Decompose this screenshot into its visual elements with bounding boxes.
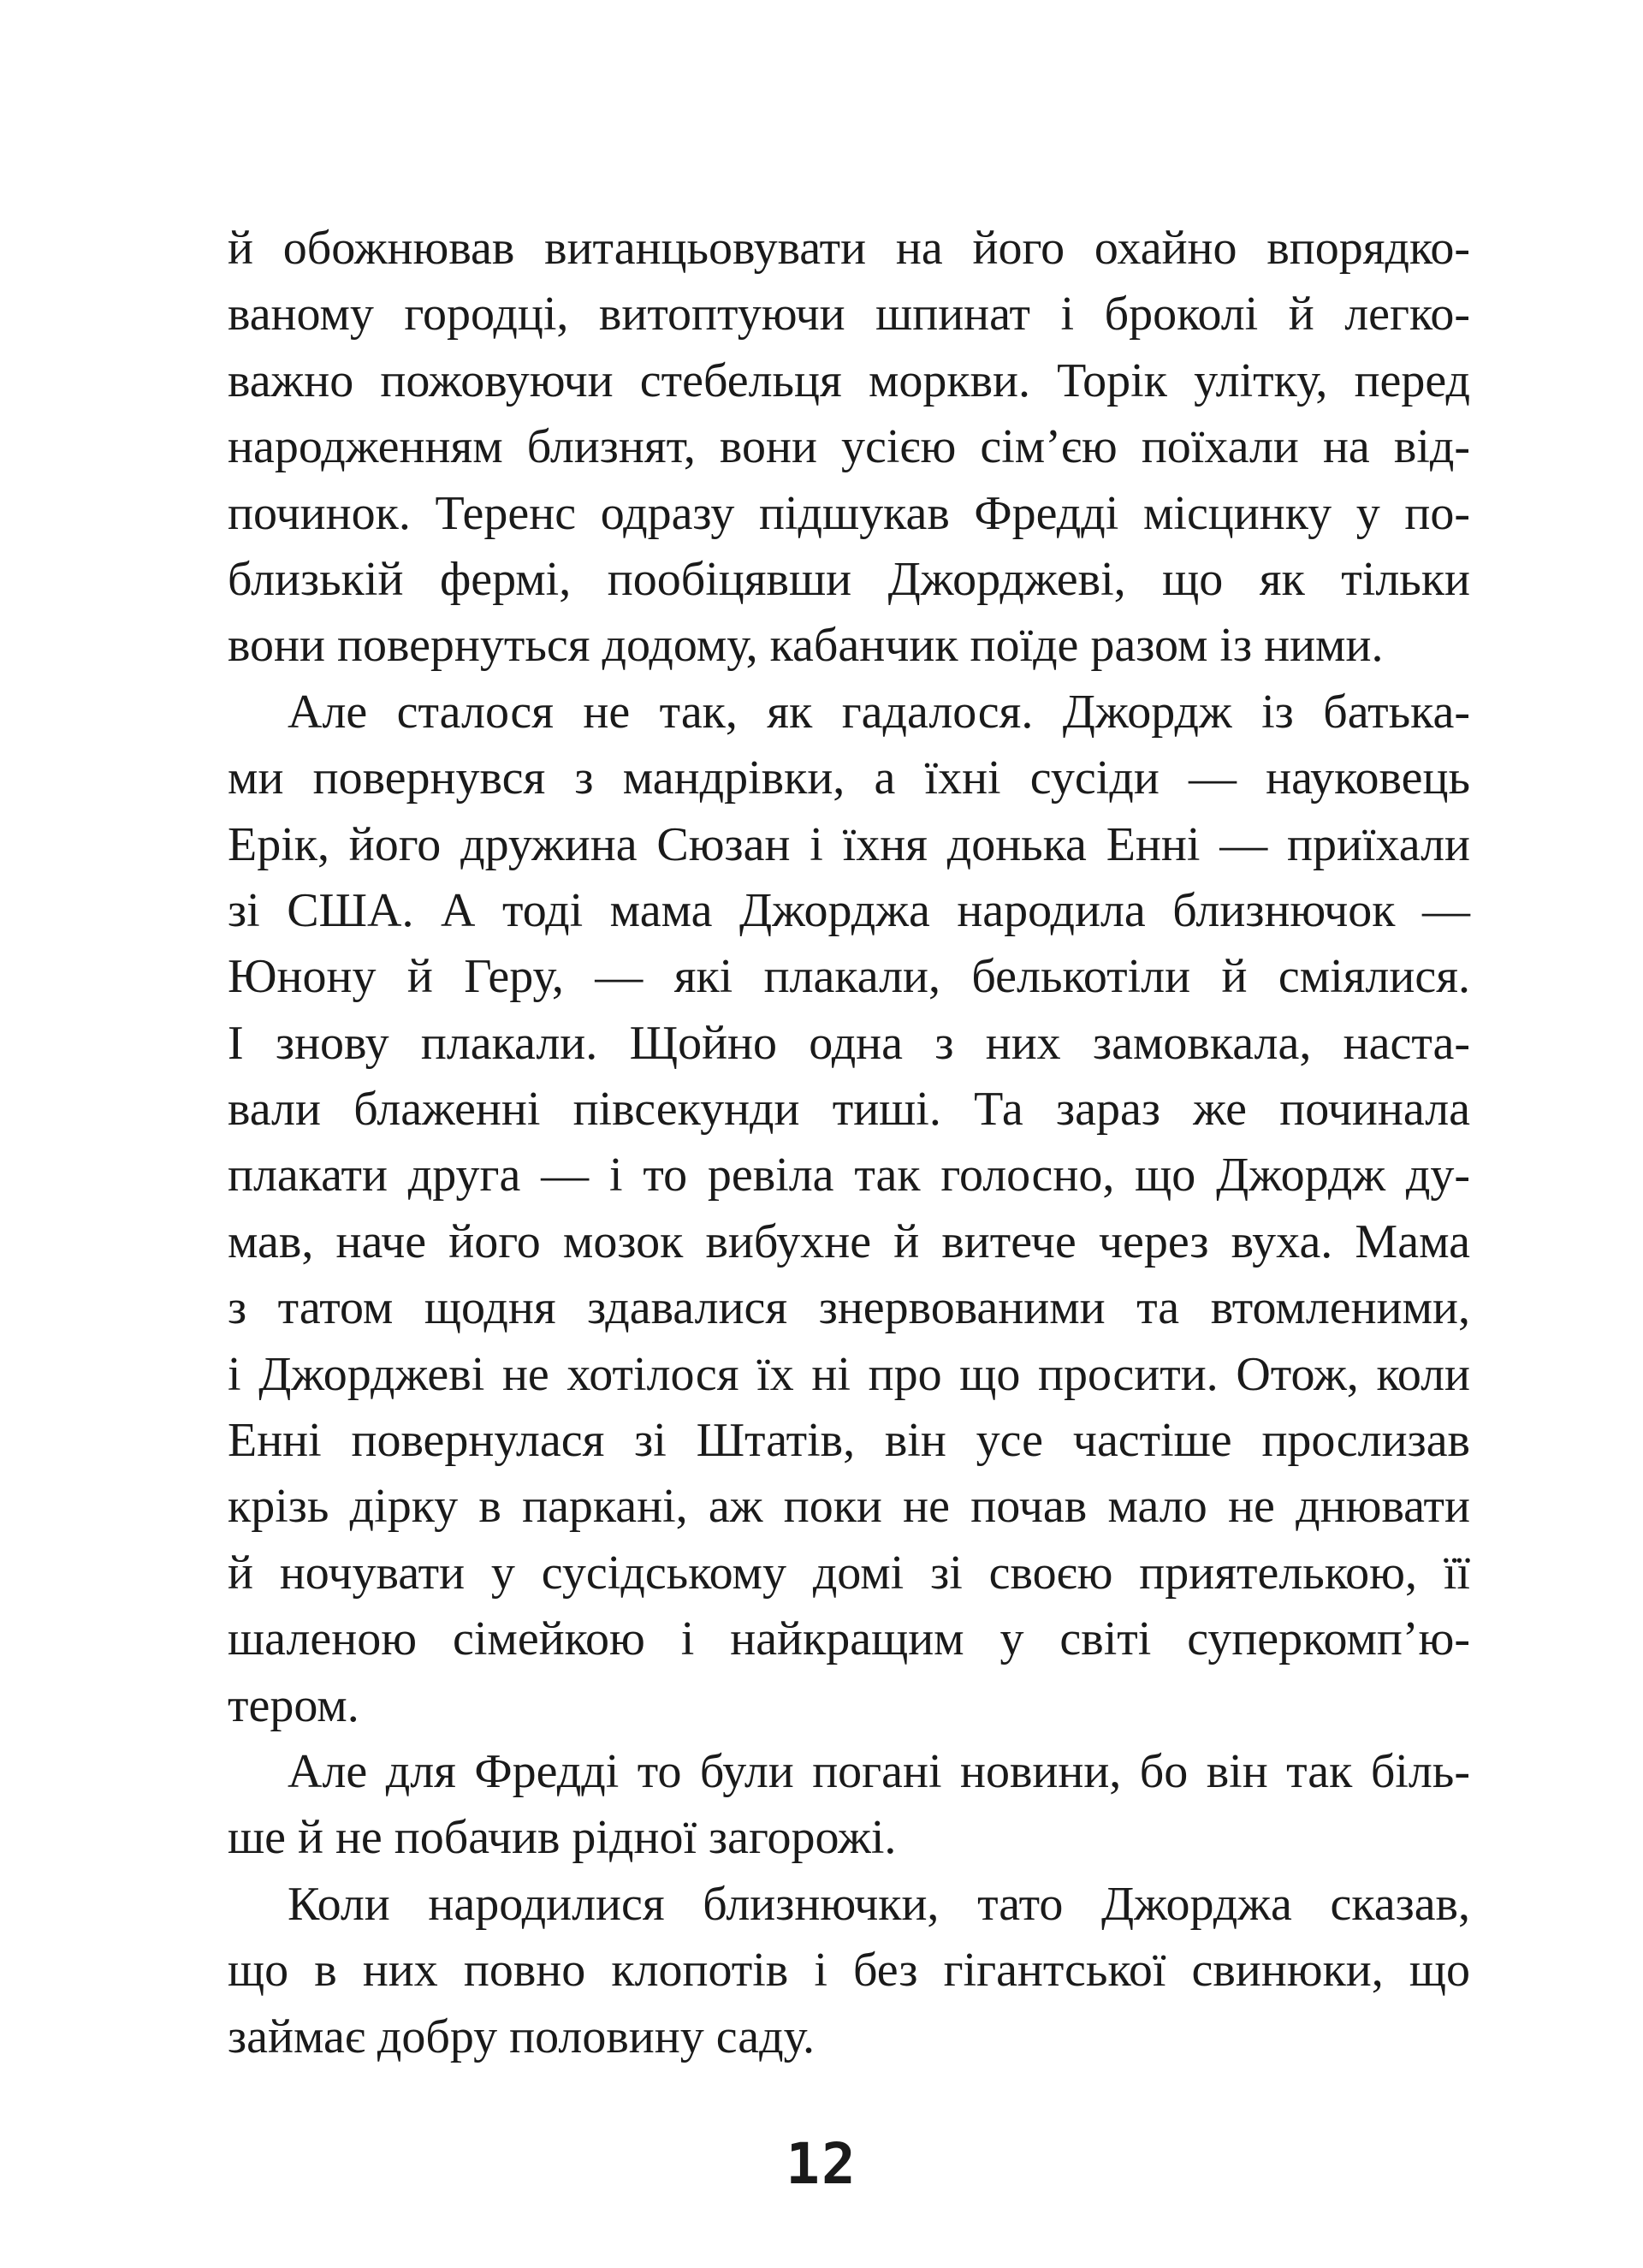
paragraph bbox=[228, 1739, 1470, 1872]
text-line: тером. bbox=[228, 1678, 359, 1732]
paragraph bbox=[228, 216, 1470, 680]
text-line: Енні повернулася зі Штатів, він усе частіше прослизав bbox=[228, 1414, 1470, 1468]
text-line: й обожнював витанцьовувати на його охайно впорядко- bbox=[228, 222, 1470, 275]
text-line: з татом щодня здавалися знервованими та втомленими, bbox=[228, 1281, 1470, 1335]
text-line: шаленою сімейкою і найкращим у світі суперкомп’ю- bbox=[228, 1612, 1470, 1666]
text-line: що в них повно клопотів і без гігантської свинюки, що bbox=[228, 1944, 1470, 1998]
text-line: Ерік, його дружина Сюзан і їхня донька Енні — приїхали bbox=[228, 817, 1470, 871]
text-line: близькій фермі, пообіцявши Джорджеві, що як тільки bbox=[228, 552, 1470, 606]
text-line: ваному городці, витоптуючи шпинат і броколі й легко- bbox=[228, 288, 1470, 341]
text-line: займає добру половину саду. bbox=[228, 2010, 815, 2063]
text-line: і Джорджеві не хотілося їх ні про що просити. Отож, коли bbox=[228, 1347, 1470, 1401]
text-line: вони повернуться додому, кабанчик поїде разом із ними. bbox=[228, 619, 1384, 673]
text-line: ми повернувся з мандрівки, а їхні сусіди — науковець bbox=[228, 751, 1470, 805]
text-line: плакати друга — і то ревіла так голосно, що Джордж ду- bbox=[228, 1149, 1470, 1202]
text-line: народженням близнят, вони усією сім’єю поїхали на від- bbox=[228, 420, 1470, 474]
text-line: вали блаженні півсекунди тиші. Та зараз же починала bbox=[228, 1083, 1470, 1137]
text-line: починок. Теренс одразу підшукав Фредді місцинку у по- bbox=[228, 486, 1470, 540]
text-line: І знову плакали. Щойно одна з них замовкала, наста- bbox=[228, 1016, 1470, 1070]
text-line: зі США. А тоді мама Джорджа народила близнючок — bbox=[228, 883, 1470, 937]
page-body-text bbox=[228, 216, 1470, 2070]
text-line: Коли народилися близнючки, тато Джорджа сказав, bbox=[288, 1877, 1470, 1931]
text-line: крізь дірку в паркані, аж поки не почав мало не днювати bbox=[228, 1480, 1470, 1534]
page-number: 12 bbox=[786, 2131, 857, 2197]
text-line: Юнону й Геру, — які плакали, белькотіли й сміялися. bbox=[228, 950, 1470, 1004]
text-line: важно пожовуючи стебельця моркви. Торік улітку, перед bbox=[228, 353, 1470, 407]
text-line: Але для Фредді то були погані новини, бо він так біль- bbox=[288, 1744, 1470, 1798]
paragraph bbox=[228, 680, 1470, 1739]
text-line: Але сталося не так, як гадалося. Джордж із батька- bbox=[288, 685, 1470, 739]
paragraph bbox=[228, 1872, 1470, 2070]
text-line: ше й не побачив рідної загорожі. bbox=[228, 1811, 897, 1865]
text-line: й ночувати у сусідському домі зі своєю приятелькою, її bbox=[228, 1546, 1470, 1600]
text-line: мав, наче його мозок вибухне й витече через вуха. Мама bbox=[228, 1214, 1470, 1268]
